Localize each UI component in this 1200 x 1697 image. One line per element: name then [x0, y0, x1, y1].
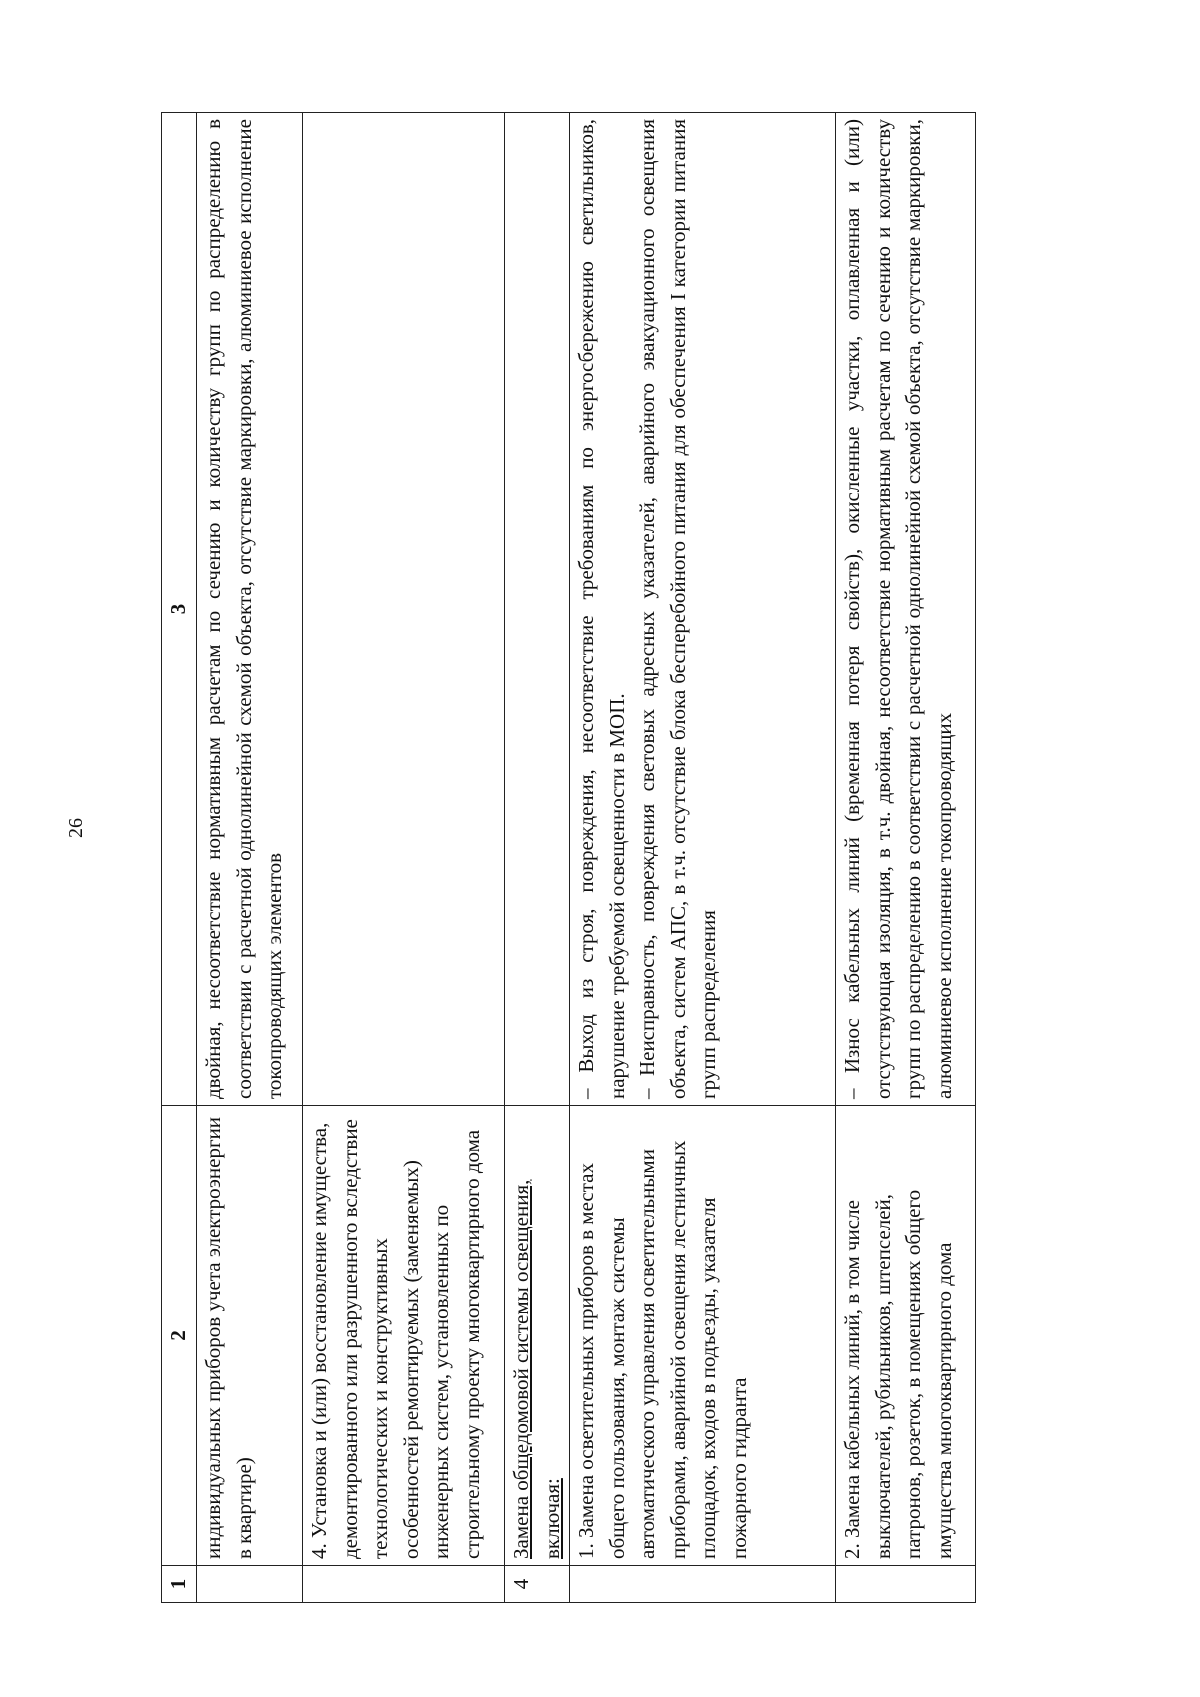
row-number [303, 1566, 505, 1603]
work-description: индивидуальных приборов учета электроэнергии в квартире) [197, 1106, 303, 1566]
rotated-page-content [161, 113, 1056, 1603]
column-header-3: 3 [162, 113, 197, 1106]
row-number [570, 1566, 836, 1603]
table-row [505, 113, 570, 1603]
works-defects-table [161, 112, 976, 1603]
defect-description [505, 113, 570, 1106]
work-description: 1. Замена осветительных приборов в местах общего пользования, монтаж системы автоматического управления осветительными приборами, аварийной освещения лестничных площадок, входов в подъезды, указателя пожарного гидранта [570, 1106, 836, 1566]
defect-description [303, 113, 505, 1106]
defect-description: двойная, несоответствие нормативным расчетам по сечению и количеству групп по распределению в соответствии с расчетной однолинейной схемой объекта, отсутствие маркировки, алюминиевое исполнение токопроводящих элементов [197, 113, 303, 1106]
table-row [197, 113, 303, 1603]
defect-description: – Износ кабельных линий (временная потеря свойств), окисленные участки, оплавленная и (или) отсутствующая изоляция, в т.ч. двойная, несоответствие нормативным расчетам по сечению и количеству групп по распределению в соответствии с расчетной однолинейной схемой объекта, отсутствие маркировки, алюминиевое исполнение токопроводящих [836, 113, 976, 1106]
column-header-2: 2 [162, 1106, 197, 1566]
defect-description [570, 113, 836, 1106]
section-title: Замена общедомовой системы освещения, включая: [505, 1106, 570, 1566]
table-row [836, 113, 976, 1603]
row-number [836, 1566, 976, 1603]
work-description: 4. Установка и (или) восстановление имущества, демонтированного или разрушенного вследствие технологических и конструктивных особенностей ремонтируемых (заменяемых) инженерных систем, установленных по строительному проекту многоквартирного дома [303, 1106, 505, 1566]
page-number: 26 [65, 818, 87, 838]
row-number [197, 1566, 303, 1603]
work-description: 2. Замена кабельных линий, в том числе выключателей, рубильников, штепселей, патронов, розеток, в помещениях общего имущества многоквартирного дома [836, 1106, 976, 1566]
row-number: 4 [505, 1566, 570, 1603]
table-row [570, 113, 836, 1603]
defect-item: – Неисправность, повреждения световых адресных указателей, аварийного эвакуационного освещения объекта, систем АПС, в т.ч. отсутствие блока бесперебойного питания для обеспечения I категории питания групп распределения [635, 119, 720, 1099]
defect-item: – Выход из строя, повреждения, несоответствие требованиям по энергосбережению светильников, нарушение требуемой освещенности в МОП. [574, 119, 629, 1099]
table-row [303, 113, 505, 1603]
column-header-1: 1 [162, 1566, 197, 1603]
table-header-row [162, 113, 197, 1603]
